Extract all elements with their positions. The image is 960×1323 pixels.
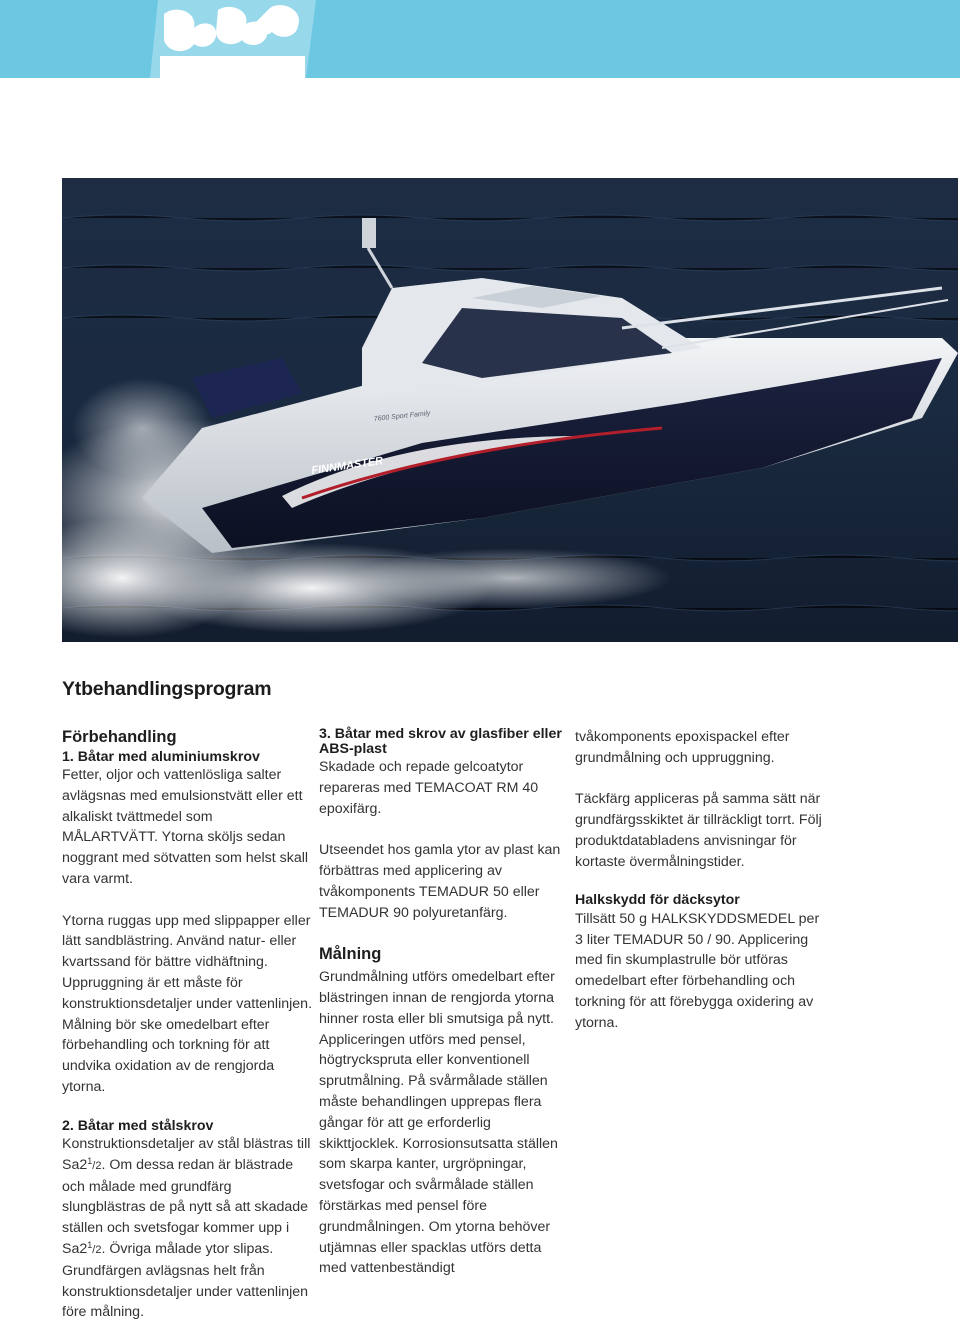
boat-name-label: FINNMASTER [310, 455, 384, 477]
boat-photo [62, 178, 958, 642]
subheading-aluminium: 1. Båtar med aluminiumskrov [62, 749, 260, 765]
paragraph-grundmalning: Grundmålning utförs omedelbart efter blästringen innan de rengjorda ytorna hinner rosta eller bli smutsiga på nytt. Appliceringen utförs med pensel, högtryckspruta eller konventionell sprutmålning. På svårmålade ställen måste behandlingen upprepas flera gångar för att ge erforderlig skikttjocklek. Korrosionsutsatta ställen som skarpa kanter, urgröpningar, svetsfogar och svårmålade ställen förstärkas med pensel före grundmålningen. Om ytorna behöver utjämnas eller spacklas utförs detta med vattenbeständigt [319, 969, 558, 1277]
paragraph-aluminium-wash: Fetter, oljor och vattenlösliga salter avlägsnas med emulsionstvätt eller ett alkaliskt tvättmedel som MÅLARTVÄTT. Ytorna sköljs sedan noggrant med sötvatten som helst skall vara varmt. [62, 767, 309, 887]
paragraph-gelcoat: Skadade och repade gelcoatytor repareras med TEMACOAT RM 40 epoxifärg. [319, 759, 539, 817]
subheading-glasfiber: 3. Båtar med skrov av glasfiber eller ABS-plast [319, 726, 562, 757]
subheading-steel: 2. Båtar med stålskrov [62, 1117, 214, 1134]
paragraph-steel: Konstruktionsdetaljer av stål blästras till $Sa2^1/2$. Om dessa redan är blästrade och målade med grundfärg slungblästras de på nytt så att skadade ställen och svetsfogar kommer upp i $Sa2^1/2$. Övriga målade ytor slipas. Grundfärgen avlägsnas helt från konstruktionsdetaljer under vattenlinjen före målning. [62, 1136, 311, 1321]
paragraph-old-surfaces: Utseendet hos gamla ytor av plast kan förbättras med applicering av tvåkomponents TEMADUR 50 eller TEMADUR 90 polyuretanfärg. [319, 842, 561, 921]
column-2 [319, 727, 569, 1279]
header-band [0, 0, 960, 78]
boat-model-label: 7600 Sport Family [373, 410, 431, 423]
crown-logo-icon [150, 0, 316, 78]
subheading-halkskydd: Halkskydd för däcksytor [575, 892, 740, 909]
column-1 [62, 727, 312, 1323]
paragraph-aluminium-roughen: Ytorna ruggas upp med slippapper eller lätt sandblästring. Använd natur- eller kvartssand för bättre vidhäftning. Uppruggning är ett måste för konstruktionsdetaljer under vattenlinjen. Målning bör ske omedelbart efter förbehandling och torkning för att undvika oxidation av de rengjorda ytorna. [62, 912, 313, 1095]
page-title: Ytbehandlingsprogram [62, 678, 272, 700]
paragraph-halkskydd: Tillsätt 50 g HALKSKYDDSMEDEL per 3 liter TEMADUR 50 / 90. Applicering med fin skumplastrulle bör utföras omedelbart efter förbehandling och torkning för att förebygga oxidering av ytorna. [575, 910, 820, 1031]
column-3 [575, 727, 825, 1034]
paragraph-tackfarg: Täckfärg appliceras på samma sätt när grundfärgsskiktet är tillräckligt torrt. Följ produktdatabladens anvisningar för kortaste övermålningstider. [575, 791, 822, 870]
paragraph-spackel: tvåkomponents epoxispackel efter grundmålning och uppruggning. [575, 729, 790, 766]
section-heading-malning: Målning [319, 945, 382, 964]
section-heading-forbehandling: Förbehandling [62, 728, 177, 746]
